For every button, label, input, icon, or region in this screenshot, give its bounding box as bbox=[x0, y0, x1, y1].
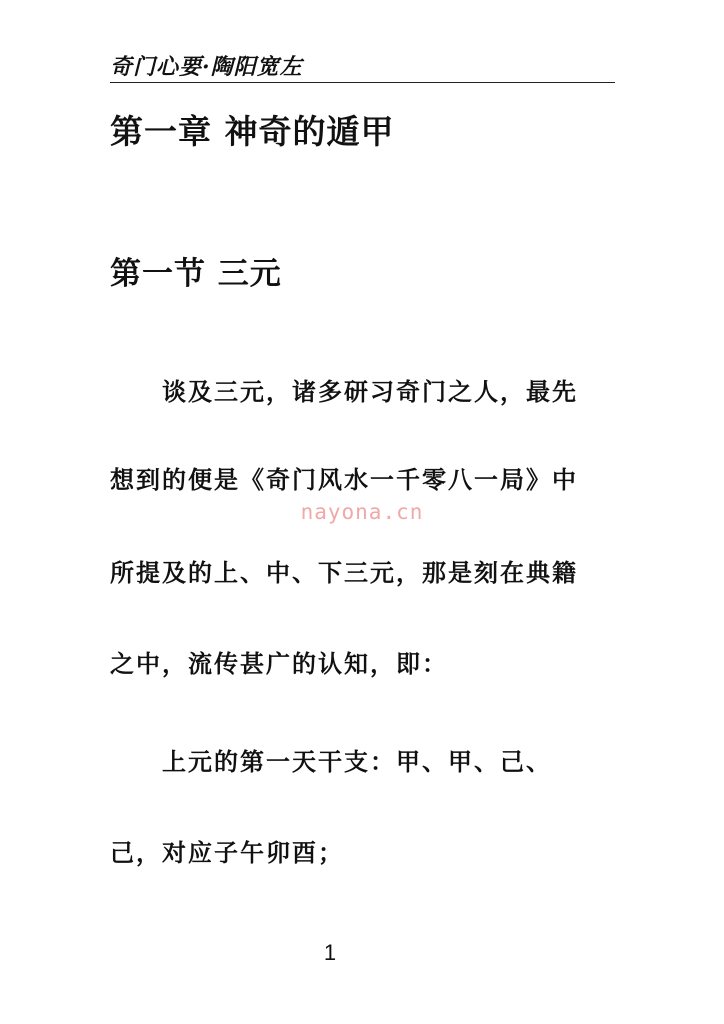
paragraph-line: 所提及的上、中、下三元，那是刻在典籍 bbox=[110, 559, 578, 587]
paragraph-line: 谈及三元，诸多研习奇门之人，最先 bbox=[162, 378, 578, 406]
paragraph-line: 上元的第一天干支：甲、甲、己、 bbox=[162, 748, 552, 776]
paragraph-line: 想到的便是《奇门风水一千零八一局》中 bbox=[110, 466, 578, 494]
page-number: 1 bbox=[323, 940, 337, 965]
running-header: 奇门心要·陶阳宽左 bbox=[110, 54, 303, 80]
paragraph-line: 己，对应子午卯酉； bbox=[110, 839, 344, 867]
section-title: 第一节 三元 bbox=[110, 256, 282, 292]
header-divider bbox=[110, 82, 615, 83]
paragraph-line: 之中，流传甚广的认知，即： bbox=[110, 650, 448, 678]
watermark: nayona.cn bbox=[300, 500, 424, 524]
chapter-title: 第一章 神奇的遁甲 bbox=[110, 112, 395, 151]
